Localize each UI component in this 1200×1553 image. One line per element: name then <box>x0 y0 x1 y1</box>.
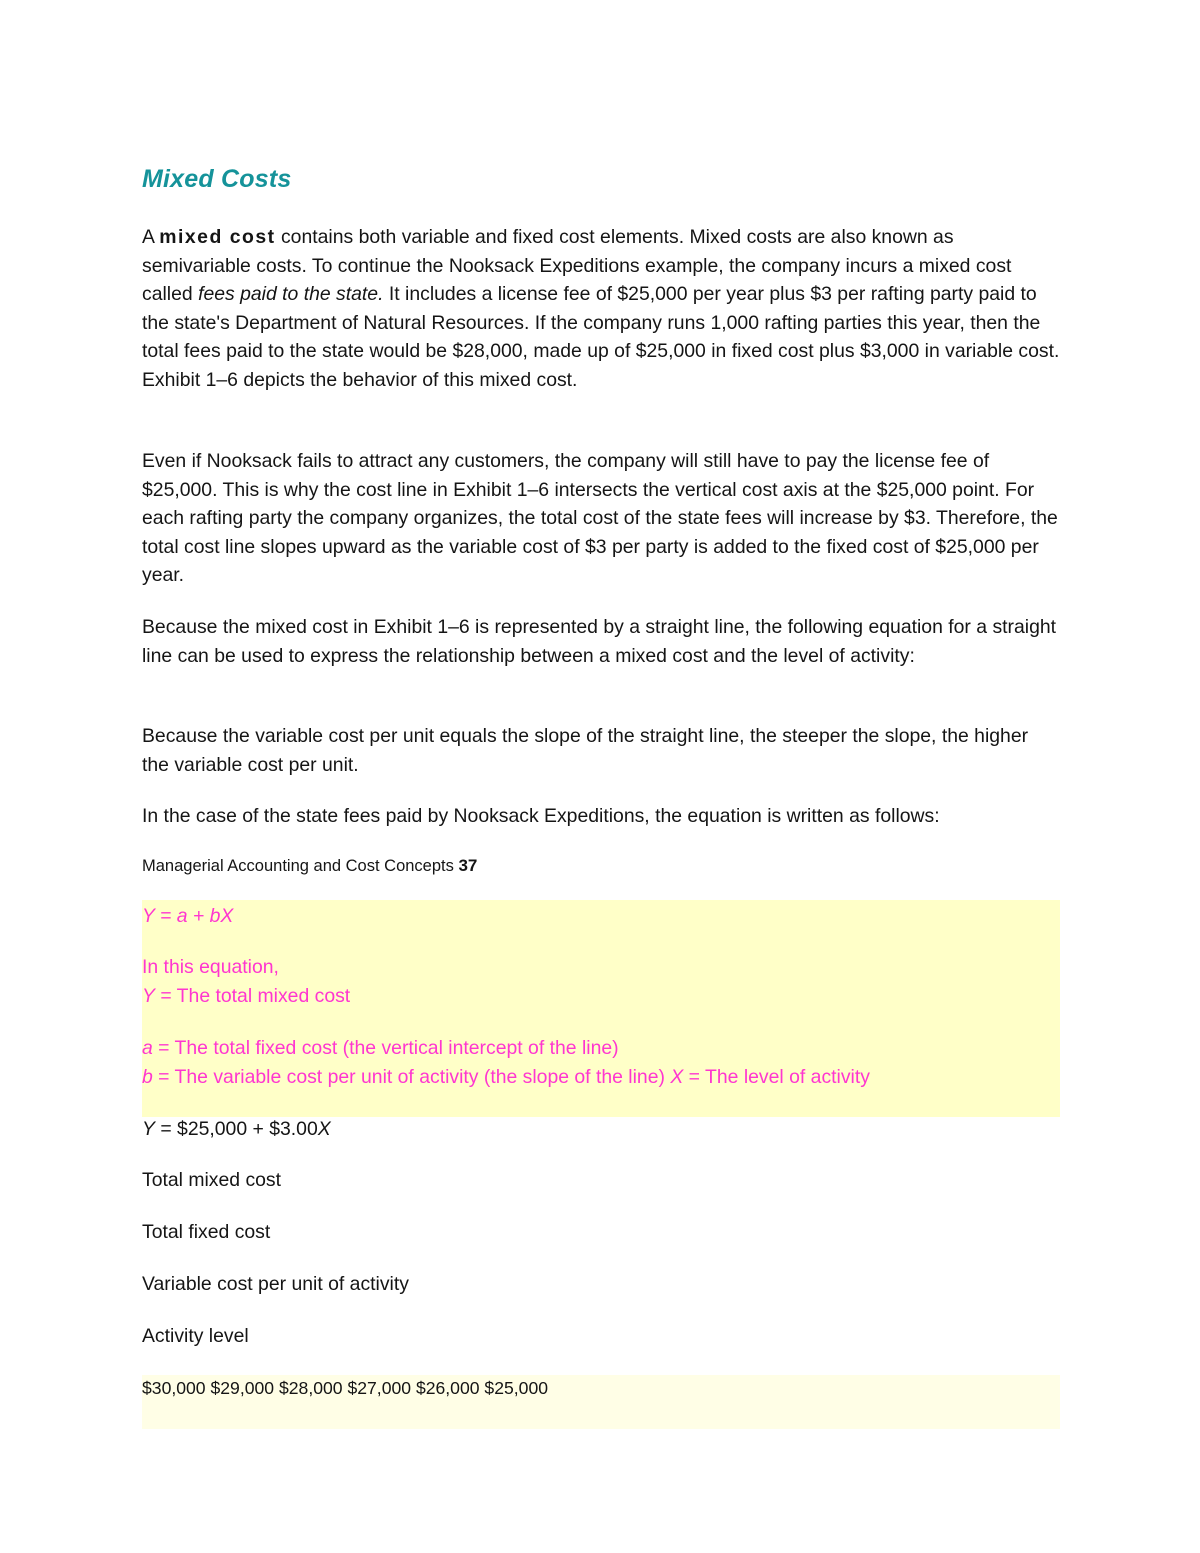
paragraph-slope: Because the variable cost per unit equals the slope of the straight line, the steeper the slope, the higher the variable cost per unit. <box>142 725 1029 776</box>
axis-values: $30,000 $29,000 $28,000 $27,000 $26,000 $25,000 <box>142 1378 549 1398</box>
term-fees-paid: fees paid to the state. <box>198 283 384 306</box>
label-variable-cost-per-unit: Variable cost per unit of activity <box>142 1273 409 1295</box>
axis-values-box <box>142 1375 1060 1429</box>
spec-mid: = $25,000 + $3.00 <box>154 1118 318 1140</box>
eq-y: Y <box>142 905 155 927</box>
footer-text: Managerial Accounting and Cost Concepts <box>142 857 459 875</box>
spec-y: Y <box>142 1118 155 1140</box>
equation-box <box>142 900 1060 1117</box>
eq-rest: = a + bX <box>154 905 234 927</box>
paragraph-state-fees: In the case of the state fees paid by Nooksack Expeditions, the equation is written as follows: <box>142 805 940 827</box>
var-x: X <box>670 1066 684 1088</box>
para1-pre: A <box>142 226 160 248</box>
label-total-fixed-cost: Total fixed cost <box>142 1221 271 1243</box>
paragraph-straight-line: Because the mixed cost in Exhibit 1–6 is represented by a straight line, the following equation for a straight line can be used to express the relationship between a mixed cost and the level of activity: <box>142 616 1057 667</box>
section-heading: Mixed Costs <box>142 165 292 193</box>
definition-a <box>142 1035 619 1061</box>
def-x: = The level of activity <box>683 1066 870 1088</box>
page-footer <box>142 855 477 877</box>
specific-equation <box>142 1116 331 1142</box>
paragraph-license-fee: Even if Nooksack fails to attract any customers, the company will still have to pay the license fee of $25,000. This is why the cost line in Exhibit 1–6 intersects the vertical cost axis at the $25,000 point. For each rafting party the company organizes, the total cost of the state fees will increase by $3. Therefore, the total cost line slopes upward as the variable cost of $3 per party is added to the fixed cost of $25,000 per year. <box>142 450 1058 587</box>
page-number: 37 <box>458 856 478 875</box>
def-a: = The total fixed cost (the vertical intercept of the line) <box>152 1037 619 1059</box>
definition-b-x <box>142 1064 870 1090</box>
var-b: b <box>142 1066 153 1088</box>
term-mixed-cost: mixed cost <box>159 226 276 248</box>
para1-post: It includes a license fee of $25,000 per year plus $3 per rafting party paid to the state's Department of Natural Resources. If the company runs 1,000 rafting parties this year, then the total fees paid to the state would be $28,000, made up of $25,000 in fixed cost plus $3,000 in variable cost. Exhibit 1–6 depicts the behavior of this mixed cost. <box>142 283 1060 391</box>
def-y: = The total mixed cost <box>154 985 351 1007</box>
para1-mid: contains both variable and fixed cost elements. Mixed costs are also known as semivariable costs. To continue the Nooksack Expeditions example, the company incurs a mixed cost called <box>142 226 1012 306</box>
definition-y <box>142 983 350 1009</box>
var-y: Y <box>142 985 155 1007</box>
general-equation <box>142 903 233 929</box>
equation-intro: In this equation, <box>142 956 279 978</box>
paragraph-mixed-cost-definition <box>142 223 1060 395</box>
label-activity-level: Activity level <box>142 1325 249 1347</box>
def-b: = The variable cost per unit of activity (the slope of the line) <box>152 1066 671 1088</box>
spec-x: X <box>317 1118 331 1140</box>
var-a: a <box>142 1037 153 1059</box>
label-total-mixed-cost: Total mixed cost <box>142 1169 282 1191</box>
